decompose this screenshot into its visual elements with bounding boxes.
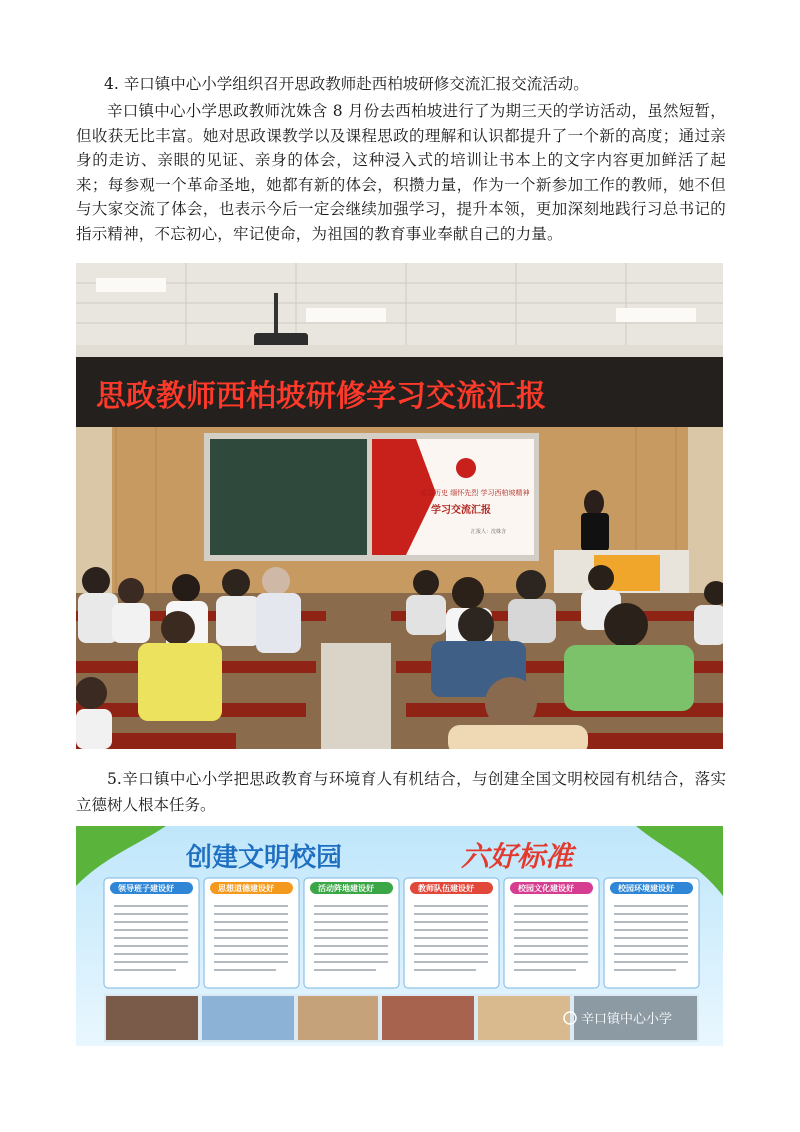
screen-subtitle: 重温历史 缅怀先烈 学习西柏坡精神	[420, 489, 530, 497]
poster-column-2: 思想道德建设好	[218, 884, 274, 893]
poster-column-1: 领导班子建设好	[118, 884, 174, 893]
poster-column-4: 教师队伍建设好	[418, 884, 474, 893]
section-4-heading: 4. 辛口镇中心小学组织召开思政教师赴西柏坡研修交流汇报交流活动。	[104, 75, 589, 93]
meeting-photo	[76, 263, 723, 749]
poster-title-left: 创建文明校园	[186, 843, 343, 873]
screen-presenter: 汇报人：沈姝含	[471, 529, 507, 535]
poster-column-3: 活动阵地建设好	[318, 884, 374, 893]
watermark-text: 辛口镇中心小学	[581, 1012, 673, 1027]
led-banner-text: 思政教师西柏坡研修学习交流汇报	[96, 379, 546, 414]
poster-title-right: 六好标准	[461, 840, 574, 873]
civilized-campus-poster	[76, 826, 723, 1046]
section-5-heading: 5.辛口镇中心小学把思政教育与环境育人有机结合，与创建全国文明校园有机结合，落实立德树人根本任务。	[76, 770, 726, 814]
screen-title: 学习交流汇报	[431, 505, 491, 516]
poster-column-5: 校园文化建设好	[518, 884, 574, 893]
section-4-paragraph: 辛口镇中心小学思政教师沈姝含 8 月份去西柏坡进行了为期三天的学访活动，虽然短暂，但收获无比丰富。她对思政课教学以及课程思政的理解和认识都提升了一个新的高度；通过亲身的走访、亲眼的见证、亲身的体会，这种浸入式的培训让书本上的文字内容更加鲜活了起来；每参观一个革命圣地，她都有新的体会，积攒力量，作为一个新参加工作的教师，她不但与大家交流了体会，也表示今后一定会继续加强学习，提升本领，更加深刻地践行习总书记的指示精神，不忘初心，牢记使命，为祖国的教育事业奉献自己的力量。	[76, 102, 726, 243]
poster-column-6: 校园环境建设好	[618, 884, 674, 893]
